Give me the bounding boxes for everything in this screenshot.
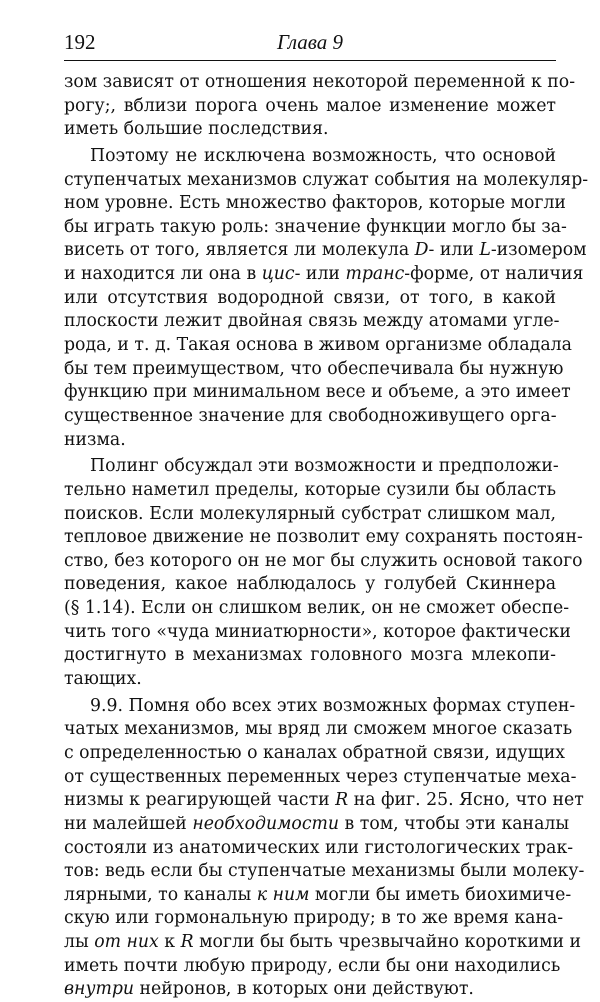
text-line: тепловое движение не позволит ему сохранять постоян- <box>64 527 583 548</box>
text-line: бы тем преимуществом, что обеспечивала бы нужную <box>64 358 564 379</box>
chapter-title: Глава 9 <box>277 30 343 54</box>
text-line: или отсутствия водородной связи, от того, в какой <box>64 287 556 308</box>
text-line: низма. <box>64 429 126 450</box>
text-line: бы играть такую роль: значение функции могло бы за- <box>64 216 567 237</box>
text-line: функцию при минимальном весе и объеме, а это имеет <box>64 382 571 403</box>
text-line: ство, без которого он не мог бы служить основой такого <box>64 550 583 571</box>
text-line: лы от них к R могли бы быть чрезвычайно короткими и <box>64 932 582 953</box>
text-line: иметь большие последствия. <box>64 119 329 140</box>
text-line: иметь почти любую природу, если бы они находились <box>64 955 561 976</box>
text-line: и находится ли она в цис- или транс-форме, от наличия <box>64 264 584 285</box>
text-line: чатых механизмов, мы вряд ли сможем многое сказать <box>64 719 573 740</box>
text-line: существенное значение для свободноживущего орга- <box>64 405 557 426</box>
text-line: висеть от того, является ли молекула D- или L-изомером <box>64 240 587 261</box>
text-line: тов: ведь если бы ступенчатые механизмы были молеку- <box>64 861 585 882</box>
page-body <box>64 71 589 1002</box>
text-line: зом зависят от отношения некоторой переменной к по- <box>64 72 576 92</box>
text-line: лярными, то каналы к ним могли бы иметь биохимиче- <box>64 884 572 905</box>
text-line: ступенчатых механизмов служат события на молекуляр- <box>64 169 589 190</box>
text-line: плоскости лежит двойная связь между атомами угле- <box>64 311 560 332</box>
text-line: с определенностью о каналах обратной связи, идущих <box>64 742 565 763</box>
running-header <box>64 30 556 56</box>
text-line: чить того «чуда миниатюрности», которое фактически <box>64 621 571 642</box>
header-rule <box>64 60 556 61</box>
text-line: тельно наметил пределы, которые сузили бы область <box>64 479 556 500</box>
text-line: внутри нейронов, в которых они действуют. <box>64 979 474 1000</box>
text-line: ни малейшей необходимости в том, чтобы эти каналы <box>64 813 570 834</box>
text-line: от существенных переменных через ступенчатые меха- <box>64 766 577 787</box>
text-line: 9.9. Помня обо всех этих возможных формах ступен- <box>90 695 576 716</box>
text-line: Поэтому не исключена возможность, что основой <box>90 145 556 166</box>
text-line: скую или гормональную природу; в то же время кана- <box>64 908 564 929</box>
text-line: поведения, какое наблюдалось у голубей Скиннера <box>64 574 556 595</box>
text-line: Полинг обсуждал эти возможности и предположи- <box>90 456 559 477</box>
text-line: (§ 1.14). Если он слишком велик, он не сможет обеспе- <box>64 598 570 619</box>
text-line: состояли из анатомических или гистологических трак- <box>64 837 574 858</box>
text-line: рода, и т. д. Такая основа в живом организме обладала <box>64 335 572 356</box>
page-number: 192 <box>64 30 96 54</box>
text-line: поисков. Если молекулярный субстрат слишком мал, <box>64 503 556 524</box>
text-line: достигнуто в механизмах головного мозга млекопи- <box>64 645 556 666</box>
text-line: рогу;, вблизи порога очень малое изменение может <box>64 95 556 116</box>
text-line: тающих. <box>64 669 142 690</box>
text-line: низмы к реагирующей части R на фиг. 25. Ясно, что нет <box>64 790 584 811</box>
text-line: ном уровне. Есть множество факторов, которые могли <box>64 193 566 214</box>
